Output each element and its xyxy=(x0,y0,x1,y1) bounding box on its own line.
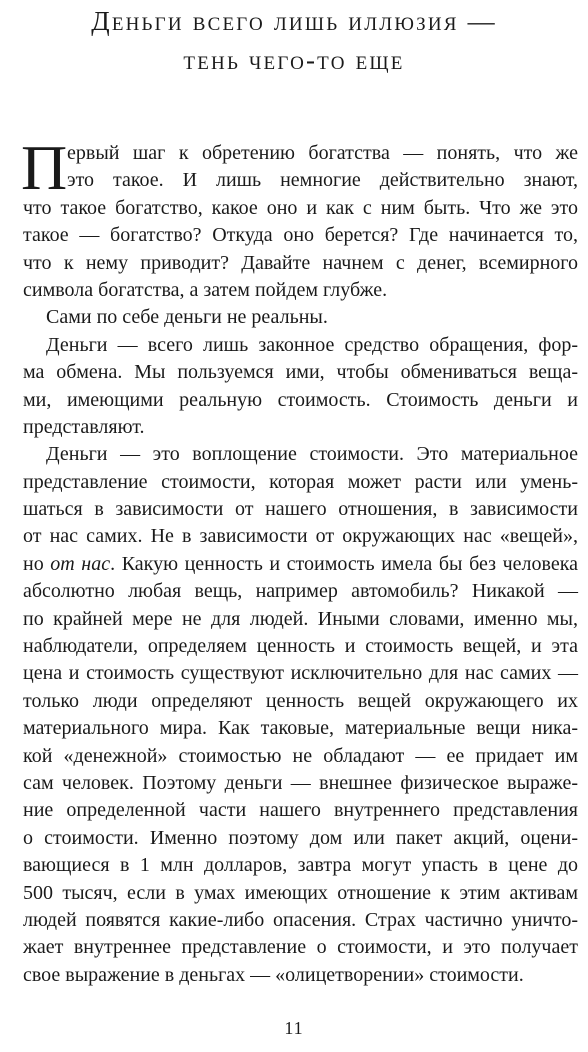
text-line: ервый шаг к обретению богатства — понять, что же xyxy=(67,142,578,164)
text-line: 500 тысяч, если в умах имеющих отношение к этим активам xyxy=(23,881,578,904)
chapter-title xyxy=(0,2,588,80)
text-line: от нас самих. Не в зависимости от окружающих нас «вещей», xyxy=(23,525,578,548)
text-line: сам человек. Поэтому деньги — внешнее физическое выраже- xyxy=(23,771,578,794)
paragraph-1 xyxy=(21,132,578,304)
text-line: свое выражение в деньгах — «олицетворении» стоимости. xyxy=(23,963,524,986)
text-line: вающиеся в 1 млн долларов, завтра могут упасть в цене до xyxy=(23,854,578,877)
paragraph-2 xyxy=(23,304,578,331)
text-line: кой «денежной» стоимостью не обладают — ее придает им xyxy=(23,744,578,767)
text-line: только люди определяют ценность вещей окружающего их xyxy=(23,689,578,712)
emphasis-text: от нас xyxy=(50,552,111,575)
text-line: материального мира. Как таковые, материальные вещи ника- xyxy=(23,717,578,740)
text-line: шаться в зависимости от нашего отношения, в зависимости xyxy=(23,498,578,521)
paragraph-4 xyxy=(23,441,578,989)
text-line: символа богатства, а затем пойдем глубже. xyxy=(23,278,388,301)
body-text xyxy=(21,132,578,989)
text-line: Сами по себе деньги не реальны. xyxy=(46,306,328,329)
text-fragment: . Какую ценность и стоимость имела бы без человека xyxy=(110,552,578,575)
page-number: 11 xyxy=(284,1018,304,1038)
paragraph-3 xyxy=(23,332,578,442)
text-line: это такое. И лишь немногие действительно знают, xyxy=(67,169,578,192)
text-line: людей появятся какие-либо опасения. Страх частично уничто- xyxy=(23,908,578,931)
text-line: представляют. xyxy=(23,415,145,438)
drop-cap: П xyxy=(21,132,68,203)
text-line-with-emphasis xyxy=(23,551,578,578)
chapter-title-line-2: тень чего-то еще xyxy=(183,45,405,75)
text-line: что к нему приводит? Давайте начнем с денег, всемирного xyxy=(23,251,578,274)
text-line: ми, имеющими реальную стоимость. Стоимость деньги и xyxy=(23,388,578,411)
text-line: такое — богатство? Откуда оно берется? Где начинается то, xyxy=(23,224,578,247)
text-line: цена и стоимость существуют исключительно для нас самих — xyxy=(23,662,578,685)
text-line: жает внутреннее представление о стоимости, и это получает xyxy=(23,936,578,959)
text-line: о стоимости. Именно поэтому дом или пакет акций, оцени- xyxy=(23,826,578,849)
text-line: что такое богатство, какое оно и как с ним быть. Что же это xyxy=(23,196,578,219)
text-line: ма обмена. Мы пользуемся ими, чтобы обмениваться веща- xyxy=(23,361,578,384)
text-fragment: но xyxy=(23,552,51,575)
chapter-title-line-1: Деньги всего лишь иллюзия — xyxy=(91,6,497,36)
text-line: наблюдатели, определяем ценность и стоимость вещей, и эта xyxy=(23,635,578,658)
text-line: абсолютно любая вещь, например автомобиль? Никакой — xyxy=(23,580,578,603)
text-line: по крайней мере не для людей. Иными словами, именно мы, xyxy=(23,607,578,630)
text-line: Деньги — всего лишь законное средство обращения, фор- xyxy=(46,333,578,356)
text-line: Деньги — это воплощение стоимости. Это материальное xyxy=(46,443,578,466)
text-line: ние определенной части нашего внутреннего представления xyxy=(23,799,578,822)
text-line: представление стоимости, которая может расти или умень- xyxy=(23,470,578,493)
